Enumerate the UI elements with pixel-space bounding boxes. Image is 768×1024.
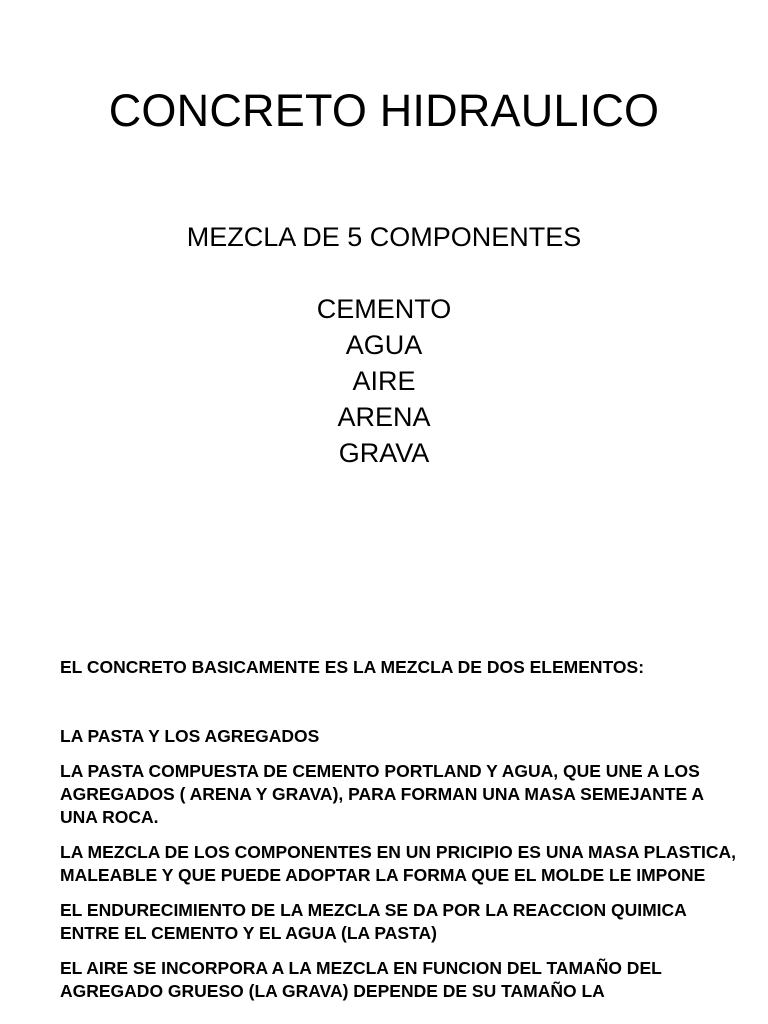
paragraph-intro: EL CONCRETO BASICAMENTE ES LA MEZCLA DE DOS ELEMENTOS: xyxy=(60,657,645,677)
component-item: AIRE xyxy=(352,366,416,396)
paragraph: LA MEZCLA DE LOS COMPONENTES EN UN PRICIPIO ES UNA MASA PLASTICA, MALEABLE Y QUE PUEDE ADOPTAR LA FORMA QUE EL MOLDE LE IMPONE xyxy=(60,842,737,885)
paragraph: EL AIRE SE INCORPORA A LA MEZCLA EN FUNCION DEL TAMAÑO DEL AGREGADO GRUESO (LA GRAVA) DEPENDE DE SU TAMAÑO LA xyxy=(60,958,662,1001)
component-item: ARENA xyxy=(337,402,431,432)
paragraph: LA PASTA COMPUESTA DE CEMENTO PORTLAND Y AGUA, QUE UNE A LOS AGREGADOS ( ARENA Y GRAVA), PARA FORMAN UNA MASA SEMEJANTE A UNA ROCA. xyxy=(60,761,704,827)
page-title: CONCRETO HIDRAULICO xyxy=(108,85,660,136)
components-list xyxy=(0,291,768,471)
component-item: GRAVA xyxy=(338,438,430,468)
paragraph: LA PASTA Y LOS AGREGADOS xyxy=(60,726,320,746)
component-item: CEMENTO xyxy=(316,294,452,324)
component-item: AGUA xyxy=(345,330,423,360)
paragraph: EL ENDURECIMIENTO DE LA MEZCLA SE DA POR LA REACCION QUIMICA ENTRE EL CEMENTO Y EL AGUA (LA PASTA) xyxy=(60,900,687,943)
page-subtitle: MEZCLA DE 5 COMPONENTES xyxy=(186,222,582,252)
body-text xyxy=(60,656,740,1015)
